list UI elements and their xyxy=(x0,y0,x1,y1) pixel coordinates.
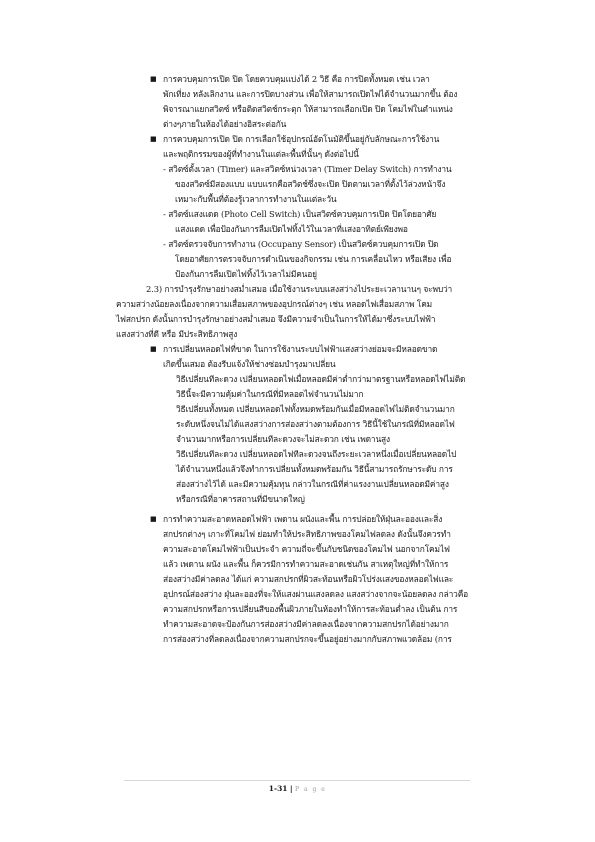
body-line: ความสะอาดโคมไฟฟ้าเป็นประจำ ความถี่จะขึ้นกับชนิดของโคมไฟ นอกจากโคมไฟ xyxy=(163,544,450,554)
body-line: การส่องสว่างที่ลดลงเนื่องจากความสกปรกจะขึ้นอยู่อย่างมากกับสภาพแวดล้อม (การ xyxy=(163,634,452,644)
body-line: เหมาะกับพื้นที่ต้องรู้เวลาการทำงานในแต่ละวัน xyxy=(175,194,337,204)
body-line: ไฟสกปรก ดังนั้นการบำรุงรักษาอย่างสม่ำเสมอ จึงมีความจำเป็นในการให้ได้มาซึ่งระบบไฟฟ้า xyxy=(116,314,436,324)
body-line: วิธีนี้จะมีความคุ้มค่าในกรณีที่มีหลอดไฟจำนวนไม่มาก xyxy=(176,389,364,399)
body-line: แล้ว เพดาน ผนัง และพื้น ก็ควรมีการทำความสะอาดเช่นกัน สาเหตุใหญ่ที่ทำให้การ xyxy=(163,559,449,569)
body-line: - สวิตซ์ตั้งเวลา (Timer) และสวิตซ์หน่วงเวลา (Timer Delay Switch) การทำงาน xyxy=(163,164,452,174)
body-line: พักเที่ยง หลังเลิกงาน และการปิดบางส่วน เพื่อให้สามารถเปิดไฟได้จำนวนมากขึ้น ต้อง xyxy=(163,89,458,99)
body-line: การควบคุมการเปิด ปิด โดยควบคุมแบ่งได้ 2 วิธี คือ การปิดทั้งหมด เช่น เวลา xyxy=(163,74,430,84)
page-number: 1-31 xyxy=(268,784,288,793)
body-line: ได้จำนวนหนึ่งแล้วจึงทำการเปลี่ยนทั้งหมดพร้อมกัน วิธีนี้สามารถรักษาระดับ การ xyxy=(176,464,453,474)
body-line: ระดับหนึ่งจนไม่ได้แสงสว่างการส่องสว่างตามต้องการ วิธีนี้ใช้ในกรณีที่มีหลอดไฟ xyxy=(176,419,455,429)
body-line: วิธีเปลี่ยนทีละดวง เปลี่ยนหลอดไฟทีละดวงจนถึงระยะเวลาหนึ่งเมื่อเปลี่ยนหลอดไป xyxy=(176,449,457,459)
body-line: ส่องสว่างมีค่าลดลง ได้แก่ ความสกปรกที่ผิวสะท้อนหรือผิวโปร่งแสงของหลอดไฟและ xyxy=(163,574,454,584)
body-line: วิธีเปลี่ยนทีละดวง เปลี่ยนหลอดไฟเมื่อหลอดมีค่าต่ำกว่ามาตรฐานหรือหลอดไฟไม่ติด xyxy=(176,374,466,384)
body-line: ต่างๆภายในห้องได้อย่างอิสระต่อกัน xyxy=(163,119,287,129)
body-line: เกิดขึ้นเสมอ ต้องรีบแจ้งให้ช่างซ่อมบำรุงมาเปลี่ยน xyxy=(163,359,336,369)
body-line: จำนวนมากหรือการเปลี่ยนทีละดวงจะไม่สะดวก เช่น เพดานสูง xyxy=(176,434,390,444)
page-footer xyxy=(0,784,595,795)
body-line: หรือกรณีที่อาคารสถานที่มีขนาดใหญ่ xyxy=(176,494,305,504)
body-line: - สวิตซ์แสงแดด (Photo Cell Switch) เป็นสวิตซ์ควบคุมการเปิด ปิดโดยอาศัย xyxy=(163,209,437,219)
body-line: ความสกปรกหรือการเปลี่ยนสีของพื้นผิวภายในห้องทำให้การสะท้อนต่ำลง เป็นต้น การ xyxy=(163,604,458,614)
body-line: อุปกรณ์ส่องสว่าง ฝุ่นละอองที่จะให้แสงผ่านแสงลดลง แสงสว่างจากจะน้อยลดลง กล่าวคือ xyxy=(163,589,469,599)
bullet-icon: ■ xyxy=(150,75,157,83)
body-line: - สวิตซ์ตรวจจับการทำงาน (Occupany Sensor) เป็นสวิตซ์ควบคุมการเปิด ปิด xyxy=(163,239,439,249)
body-line: และพฤติกรรมของผู้ที่ทำงานในแต่ละพื้นที่นั้นๆ ดังต่อไปนี้ xyxy=(163,149,359,159)
body-line: ของสวิตซ์มีสองแบบ แบบแรกคือสวิตช์ซึ่งจะเปิด ปิดตามเวลาที่ตั้งไว้ล่วงหน้าจึง xyxy=(175,179,446,189)
body-line: ความสว่างน้อยลงเนื่องจากความเสื่อมสภาพของอุปกรณ์ต่างๆ เช่น หลอดไฟเสื่อมสภาพ โคม xyxy=(116,299,433,309)
body-line: แสงแดด เพื่อป้องกันการลืมเปิดไฟทิ้งไว้ในเวลาที่แสงอาทิตย์เพียงพอ xyxy=(175,224,408,234)
footer-separator: | xyxy=(289,784,293,793)
page-word: P a g e xyxy=(295,786,327,793)
body-line: การควบคุมการเปิด ปิด การเลือกใช้อุปกรณ์อัตโนมัติขึ้นอยู่กับลักษณะการใช้งาน xyxy=(163,134,440,144)
body-line: ป้องกันการลืมเปิดไฟทิ้งไว้เวลาไม่มีคนอยู่ xyxy=(175,269,317,279)
body-line: การทำความสะอาดหลอดไฟฟ้า เพดาน ผนังและพื้น การปล่อยให้ฝุ่นละอองและสิ่ง xyxy=(163,514,443,524)
body-line: พิจารณาแยกสวิตซ์ หรือติดสวิตช์กระตุก ให้สามารถเลือกเปิด ปิด โคมไฟในตำแหน่ง xyxy=(163,104,453,114)
body-line: สกปรกต่างๆ เกาะที่โคมไฟ ย่อมทำให้ประสิทธิภาพของโคมไฟลดลง ดังนั้นจึงควรทำ xyxy=(163,529,451,539)
bullet-icon: ■ xyxy=(150,515,157,523)
body-line: ส่องสว่างไว้ได้ และมีความคุ้มทุน กล่าวในกรณีที่ค่าแรงงานเปลี่ยนหลอดมีค่าสูง xyxy=(176,479,449,489)
footer-divider xyxy=(124,780,470,781)
body-line: 2.3) การบำรุงรักษาอย่างสม่ำเสมอ เมื่อใช้งานระบบแสงสว่างไประยะเวลานานๆ จะพบว่า xyxy=(146,284,453,294)
body-line: ทำความสะอาดจะป้องกันการส่องสว่างมีค่าลดลงเนื่องจากความสกปรกได้อย่างมาก xyxy=(163,619,449,629)
body-line: วิธีเปลี่ยนทั้งหมด เปลี่ยนหลอดไฟทั้งหมดพร้อมกันเมื่อมีหลอดไฟไม่ติดจำนวนมาก xyxy=(176,404,455,414)
body-line: แสงสว่างที่ดี หรือ มีประสิทธิภาพสูง xyxy=(116,329,238,339)
body-line: การเปลี่ยนหลอดไฟที่ขาด ในการใช้งานระบบไฟฟ้าแสงสว่างย่อมจะมีหลอดขาด xyxy=(163,344,438,354)
body-line: โดยอาศัยการตรวจจับการดำเนินของกิจกรรม เช่น การเคลื่อนไหว หรือเสียง เพื่อ xyxy=(175,254,452,264)
bullet-icon: ■ xyxy=(150,345,157,353)
bullet-icon: ■ xyxy=(150,135,157,143)
